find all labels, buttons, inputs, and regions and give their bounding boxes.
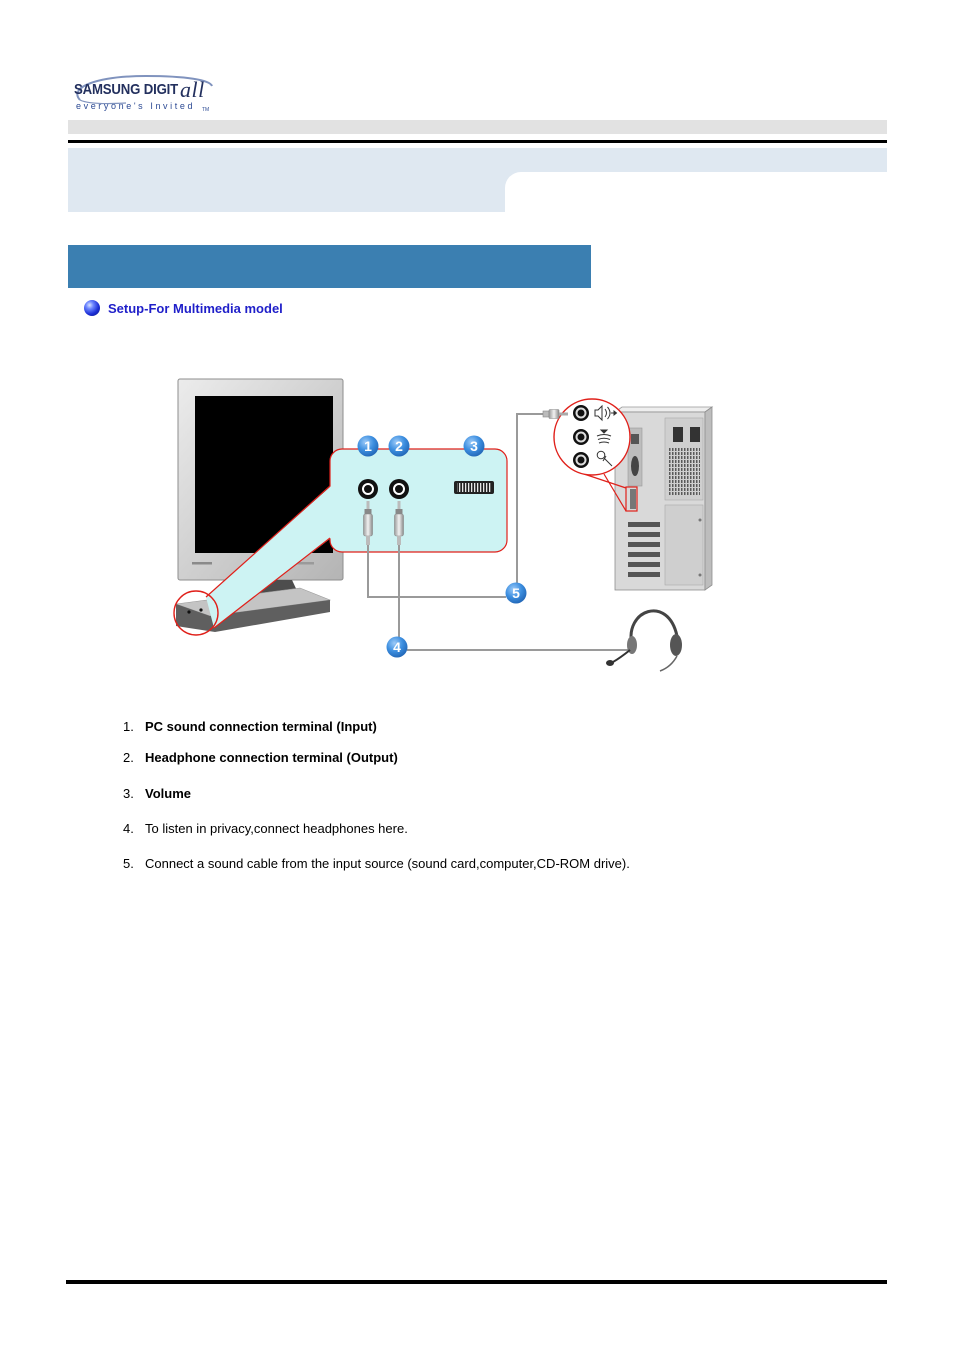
connection-diagram bbox=[165, 372, 720, 677]
list-item-text: Volume bbox=[145, 786, 191, 801]
list-item-number: 4. bbox=[123, 821, 134, 836]
logo-script-text: all bbox=[180, 77, 205, 102]
bullet-sphere-icon bbox=[84, 300, 100, 316]
list-item-number: 3. bbox=[123, 786, 134, 801]
list-item-number: 2. bbox=[123, 750, 134, 765]
callout-number-4: 4 bbox=[393, 639, 401, 655]
connection-diagram-graphic bbox=[165, 372, 720, 677]
headset bbox=[606, 611, 682, 671]
footer-rule bbox=[66, 1280, 887, 1284]
line-out-jack bbox=[573, 405, 589, 421]
callout-badge-3 bbox=[464, 436, 485, 457]
callout-number-1: 1 bbox=[364, 438, 372, 454]
headphone-output-jack bbox=[389, 479, 409, 499]
callout-badge-5 bbox=[506, 583, 527, 604]
logo-brand-text: SAMSUNG DIGIT bbox=[74, 81, 179, 98]
list-item-text: PC sound connection terminal (Input) bbox=[145, 719, 377, 734]
callout-badge-1 bbox=[358, 436, 379, 457]
list-item-number: 1. bbox=[123, 719, 134, 734]
line-in-jack bbox=[573, 429, 589, 445]
list-item-number: 5. bbox=[123, 856, 134, 871]
callout-number-2: 2 bbox=[395, 438, 403, 454]
callout-number-5: 5 bbox=[512, 585, 520, 601]
volume-wheel bbox=[454, 481, 494, 494]
mic-jack bbox=[573, 452, 589, 468]
logo-tagline: everyone's Invited bbox=[76, 101, 196, 111]
header-rule bbox=[68, 140, 887, 143]
samsung-logo bbox=[68, 73, 216, 115]
callout-badge-4 bbox=[387, 637, 408, 658]
callout-number-3: 3 bbox=[470, 438, 478, 454]
pc-sound-input-jack bbox=[358, 479, 378, 499]
list-item-text: Connect a sound cable from the input source (sound card,computer,CD-ROM drive). bbox=[145, 856, 630, 871]
header-gray-bar bbox=[68, 120, 887, 134]
list-item-text: To listen in privacy,connect headphones here. bbox=[145, 821, 408, 836]
section-heading: Setup-For Multimedia model bbox=[108, 301, 283, 316]
list-item-text: Headphone connection terminal (Output) bbox=[145, 750, 398, 765]
section-title-bar bbox=[68, 245, 591, 288]
callout-badge-2 bbox=[389, 436, 410, 457]
header-band-cutout bbox=[505, 172, 887, 212]
logo-trademark: TM bbox=[202, 107, 210, 113]
